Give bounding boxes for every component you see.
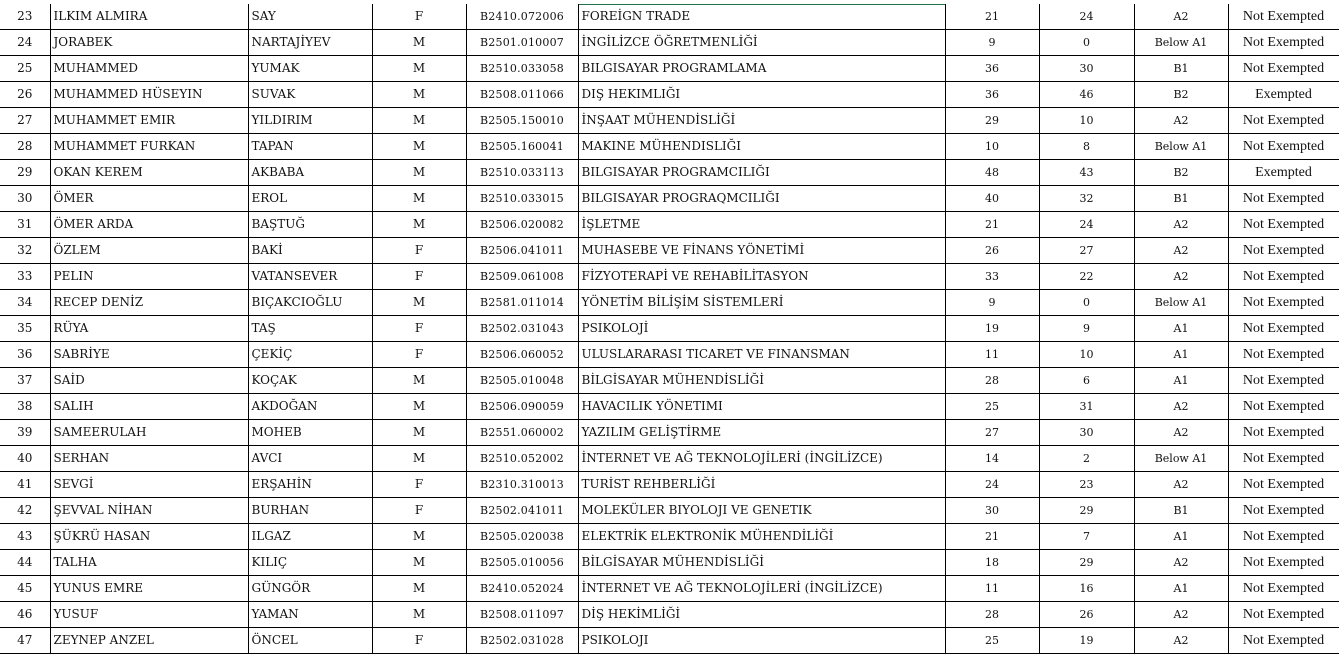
row-number-cell[interactable]: 25 (0, 56, 50, 82)
table-row (0, 342, 1339, 368)
last-name-cell[interactable]: TAŞ (248, 316, 372, 342)
score-1-cell[interactable]: 27 (945, 420, 1039, 446)
score-1-cell[interactable]: 21 (945, 212, 1039, 238)
score-2-cell[interactable]: 22 (1039, 264, 1134, 290)
gender-cell[interactable]: F (372, 342, 466, 368)
student-id-cell[interactable]: B2501.010007 (466, 30, 578, 56)
row-number-cell[interactable]: 42 (0, 498, 50, 524)
status-cell[interactable]: Not Exempted (1228, 602, 1339, 628)
first-name-cell[interactable]: TALHA (50, 550, 248, 576)
student-id-cell[interactable]: B2506.020082 (466, 212, 578, 238)
first-name-cell[interactable]: SAMEERULAH (50, 420, 248, 446)
department-cell[interactable]: YÖNETİM BİLİŞİM SİSTEMLERİ (578, 290, 945, 316)
student-id-cell[interactable]: B2510.052002 (466, 446, 578, 472)
department-cell[interactable]: İNGİLİZCE ÖĞRETMENLİĞİ (578, 30, 945, 56)
row-number-cell[interactable]: 33 (0, 264, 50, 290)
row-number-cell[interactable]: 40 (0, 446, 50, 472)
table-row (0, 550, 1339, 576)
level-cell[interactable]: A2 (1134, 212, 1228, 238)
student-id-cell[interactable]: B2502.031043 (466, 316, 578, 342)
score-2-cell[interactable]: 31 (1039, 394, 1134, 420)
row-number-cell[interactable]: 32 (0, 238, 50, 264)
score-2-cell[interactable]: 32 (1039, 186, 1134, 212)
status-cell[interactable]: Not Exempted (1228, 394, 1339, 420)
score-1-cell[interactable]: 29 (945, 108, 1039, 134)
row-number-cell[interactable]: 47 (0, 628, 50, 654)
student-id-cell[interactable]: B2505.160041 (466, 134, 578, 160)
first-name-cell[interactable]: ŞEVVAL NİHAN (50, 498, 248, 524)
status-cell[interactable]: Exempted (1228, 160, 1339, 186)
student-id-cell[interactable]: B2506.090059 (466, 394, 578, 420)
row-number-cell[interactable]: 41 (0, 472, 50, 498)
row-number-cell[interactable]: 27 (0, 108, 50, 134)
score-2-cell[interactable]: 0 (1039, 30, 1134, 56)
score-2-cell[interactable]: 46 (1039, 82, 1134, 108)
first-name-cell[interactable]: YUSUF (50, 602, 248, 628)
row-number-cell[interactable]: 34 (0, 290, 50, 316)
level-cell[interactable]: A2 (1134, 602, 1228, 628)
student-id-cell[interactable]: B2505.010048 (466, 368, 578, 394)
row-number-cell[interactable]: 39 (0, 420, 50, 446)
table-row (0, 576, 1339, 602)
table-row (0, 160, 1339, 186)
row-number-cell[interactable]: 31 (0, 212, 50, 238)
status-cell[interactable]: Not Exempted (1228, 472, 1339, 498)
score-2-cell[interactable]: 16 (1039, 576, 1134, 602)
first-name-cell[interactable]: JORABEK (50, 30, 248, 56)
last-name-cell[interactable]: YUMAK (248, 56, 372, 82)
last-name-cell[interactable]: NARTAJİYEV (248, 30, 372, 56)
last-name-cell[interactable]: YAMAN (248, 602, 372, 628)
last-name-cell[interactable]: SAY (248, 4, 372, 30)
first-name-cell[interactable]: ÖZLEM (50, 238, 248, 264)
department-cell[interactable]: PSIKOLOJİ (578, 316, 945, 342)
row-number-cell[interactable]: 28 (0, 134, 50, 160)
student-id-cell[interactable]: B2510.033015 (466, 186, 578, 212)
gender-cell[interactable]: M (372, 394, 466, 420)
gender-cell[interactable]: F (372, 4, 466, 30)
gender-cell[interactable]: M (372, 446, 466, 472)
last-name-cell[interactable]: YILDIRIM (248, 108, 372, 134)
status-cell[interactable]: Not Exempted (1228, 186, 1339, 212)
row-number-cell[interactable]: 30 (0, 186, 50, 212)
level-cell[interactable]: B2 (1134, 82, 1228, 108)
student-id-cell[interactable]: B2508.011097 (466, 602, 578, 628)
table-row (0, 602, 1339, 628)
first-name-cell[interactable]: ZEYNEP ANZEL (50, 628, 248, 654)
first-name-cell[interactable]: MUHAMMED HÜSEYIN (50, 82, 248, 108)
department-cell[interactable]: İNŞAAT MÜHENDİSLİĞİ (578, 108, 945, 134)
score-2-cell[interactable]: 26 (1039, 602, 1134, 628)
gender-cell[interactable]: M (372, 186, 466, 212)
score-2-cell[interactable]: 8 (1039, 134, 1134, 160)
table-row (0, 472, 1339, 498)
first-name-cell[interactable]: RECEP DENİZ (50, 290, 248, 316)
status-cell[interactable]: Not Exempted (1228, 290, 1339, 316)
table-row (0, 498, 1339, 524)
last-name-cell[interactable]: KOÇAK (248, 368, 372, 394)
status-cell[interactable]: Not Exempted (1228, 212, 1339, 238)
status-cell[interactable]: Not Exempted (1228, 108, 1339, 134)
gender-cell[interactable]: M (372, 550, 466, 576)
student-id-cell[interactable]: B2551.060002 (466, 420, 578, 446)
status-cell[interactable]: Not Exempted (1228, 238, 1339, 264)
first-name-cell[interactable]: SALIH (50, 394, 248, 420)
table-row (0, 56, 1339, 82)
row-number-cell[interactable]: 29 (0, 160, 50, 186)
row-number-cell[interactable]: 26 (0, 82, 50, 108)
last-name-cell[interactable]: ILGAZ (248, 524, 372, 550)
level-cell[interactable]: A2 (1134, 628, 1228, 654)
table-row (0, 134, 1339, 160)
status-cell[interactable]: Not Exempted (1228, 628, 1339, 654)
level-cell[interactable]: A1 (1134, 368, 1228, 394)
score-2-cell[interactable]: 29 (1039, 498, 1134, 524)
department-cell[interactable]: YAZILIM GELİŞTİRME (578, 420, 945, 446)
first-name-cell[interactable]: PELIN (50, 264, 248, 290)
score-2-cell[interactable]: 43 (1039, 160, 1134, 186)
gender-cell[interactable]: M (372, 602, 466, 628)
last-name-cell[interactable]: ERŞAHİN (248, 472, 372, 498)
table-row (0, 316, 1339, 342)
student-id-cell[interactable]: B2506.060052 (466, 342, 578, 368)
level-cell[interactable]: A2 (1134, 394, 1228, 420)
status-cell[interactable]: Not Exempted (1228, 576, 1339, 602)
first-name-cell[interactable]: ÖMER (50, 186, 248, 212)
department-cell[interactable]: PSIKOLOJI (578, 628, 945, 654)
last-name-cell[interactable]: AKDOĞAN (248, 394, 372, 420)
row-number-cell[interactable]: 46 (0, 602, 50, 628)
table-row (0, 420, 1339, 446)
first-name-cell[interactable]: MUHAMMET FURKAN (50, 134, 248, 160)
table-row (0, 264, 1339, 290)
table-row (0, 30, 1339, 56)
level-cell[interactable]: Below A1 (1134, 134, 1228, 160)
department-cell[interactable]: TURİST REHBERLİĞİ (578, 472, 945, 498)
score-1-cell[interactable]: 28 (945, 602, 1039, 628)
score-1-cell[interactable]: 25 (945, 628, 1039, 654)
level-cell[interactable]: A2 (1134, 264, 1228, 290)
last-name-cell[interactable]: GÜNGÖR (248, 576, 372, 602)
department-cell[interactable]: BILGISAYAR PROGRAMLAMA (578, 56, 945, 82)
status-cell[interactable]: Not Exempted (1228, 56, 1339, 82)
first-name-cell[interactable]: YUNUS EMRE (50, 576, 248, 602)
gender-cell[interactable]: M (372, 108, 466, 134)
row-number-cell[interactable]: 35 (0, 316, 50, 342)
score-2-cell[interactable]: 10 (1039, 108, 1134, 134)
row-number-cell[interactable]: 24 (0, 30, 50, 56)
department-cell[interactable]: MOLEKÜLER BIYOLOJI VE GENETIK (578, 498, 945, 524)
student-id-cell[interactable]: B2410.072006 (466, 4, 578, 30)
score-2-cell[interactable]: 2 (1039, 446, 1134, 472)
status-cell[interactable]: Not Exempted (1228, 264, 1339, 290)
level-cell[interactable]: A2 (1134, 550, 1228, 576)
table-row (0, 446, 1339, 472)
first-name-cell[interactable]: SEVGİ (50, 472, 248, 498)
score-1-cell[interactable]: 10 (945, 134, 1039, 160)
gender-cell[interactable]: F (372, 264, 466, 290)
department-cell[interactable]: İNTERNET VE AĞ TEKNOLOJİLERİ (İNGİLİZCE) (578, 576, 945, 602)
table-row (0, 238, 1339, 264)
table-row (0, 212, 1339, 238)
first-name-cell[interactable]: MUHAMMED (50, 56, 248, 82)
table-row (0, 186, 1339, 212)
score-1-cell[interactable]: 36 (945, 82, 1039, 108)
gender-cell[interactable]: M (372, 134, 466, 160)
results-table (0, 4, 1339, 654)
score-1-cell[interactable]: 9 (945, 290, 1039, 316)
score-2-cell[interactable]: 7 (1039, 524, 1134, 550)
last-name-cell[interactable]: KILIÇ (248, 550, 372, 576)
score-2-cell[interactable]: 19 (1039, 628, 1134, 654)
score-1-cell[interactable]: 9 (945, 30, 1039, 56)
student-id-cell[interactable]: B2510.033113 (466, 160, 578, 186)
level-cell[interactable]: A2 (1134, 472, 1228, 498)
last-name-cell[interactable]: TAPAN (248, 134, 372, 160)
score-1-cell[interactable]: 36 (945, 56, 1039, 82)
status-cell[interactable]: Exempted (1228, 82, 1339, 108)
status-cell[interactable]: Not Exempted (1228, 420, 1339, 446)
department-cell[interactable]: BILGISAYAR PROGRAQMCILIĞI (578, 186, 945, 212)
first-name-cell[interactable]: SAİD (50, 368, 248, 394)
level-cell[interactable]: B1 (1134, 56, 1228, 82)
last-name-cell[interactable]: BURHAN (248, 498, 372, 524)
table-row (0, 628, 1339, 654)
score-2-cell[interactable]: 29 (1039, 550, 1134, 576)
score-1-cell[interactable]: 11 (945, 576, 1039, 602)
department-cell[interactable]: ELEKTRİK ELEKTRONİK MÜHENDİLİĞİ (578, 524, 945, 550)
department-cell[interactable]: BİLGİSAYAR MÜHENDİSLİĞİ (578, 550, 945, 576)
score-1-cell[interactable]: 33 (945, 264, 1039, 290)
row-number-cell[interactable]: 37 (0, 368, 50, 394)
student-id-cell[interactable]: B2310.310013 (466, 472, 578, 498)
first-name-cell[interactable]: MUHAMMET EMIR (50, 108, 248, 134)
last-name-cell[interactable]: SUVAK (248, 82, 372, 108)
level-cell[interactable]: Below A1 (1134, 290, 1228, 316)
score-1-cell[interactable]: 14 (945, 446, 1039, 472)
row-number-cell[interactable]: 44 (0, 550, 50, 576)
gender-cell[interactable]: F (372, 316, 466, 342)
department-cell[interactable]: MUHASEBE VE FİNANS YÖNETİMİ (578, 238, 945, 264)
gender-cell[interactable]: M (372, 212, 466, 238)
table-row (0, 368, 1339, 394)
department-cell[interactable]: BILGISAYAR PROGRAMCILIĞI (578, 160, 945, 186)
level-cell[interactable]: A1 (1134, 316, 1228, 342)
department-cell[interactable]: BİLGİSAYAR MÜHENDİSLİĞİ (578, 368, 945, 394)
gender-cell[interactable]: F (372, 628, 466, 654)
student-id-cell[interactable]: B2505.150010 (466, 108, 578, 134)
status-cell[interactable]: Not Exempted (1228, 550, 1339, 576)
last-name-cell[interactable]: ÖNCEL (248, 628, 372, 654)
level-cell[interactable]: A1 (1134, 524, 1228, 550)
department-cell[interactable]: DİŞ HEKİMLİĞİ (578, 602, 945, 628)
row-number-cell[interactable]: 38 (0, 394, 50, 420)
gender-cell[interactable]: M (372, 56, 466, 82)
score-1-cell[interactable]: 24 (945, 472, 1039, 498)
score-1-cell[interactable]: 11 (945, 342, 1039, 368)
score-2-cell[interactable]: 30 (1039, 420, 1134, 446)
gender-cell[interactable]: M (372, 30, 466, 56)
department-cell[interactable]: FİZYOTERAPİ VE REHABİLİTASYON (578, 264, 945, 290)
last-name-cell[interactable]: MOHEB (248, 420, 372, 446)
gender-cell[interactable]: M (372, 368, 466, 394)
row-number-cell[interactable]: 45 (0, 576, 50, 602)
status-cell[interactable]: Not Exempted (1228, 498, 1339, 524)
department-cell[interactable]: ULUSLARARASI TICARET VE FINANSMAN (578, 342, 945, 368)
student-id-cell[interactable]: B2581.011014 (466, 290, 578, 316)
table-row (0, 82, 1339, 108)
status-cell[interactable]: Not Exempted (1228, 524, 1339, 550)
score-2-cell[interactable]: 24 (1039, 4, 1134, 30)
student-id-cell[interactable]: B2502.041011 (466, 498, 578, 524)
department-cell[interactable]: HAVACILIK YÖNETIMI (578, 394, 945, 420)
student-id-cell[interactable]: B2410.052024 (466, 576, 578, 602)
status-cell[interactable]: Not Exempted (1228, 368, 1339, 394)
last-name-cell[interactable]: AVCI (248, 446, 372, 472)
last-name-cell[interactable]: BIÇAKCIOĞLU (248, 290, 372, 316)
first-name-cell[interactable]: ÖMER ARDA (50, 212, 248, 238)
student-id-cell[interactable]: B2508.011066 (466, 82, 578, 108)
score-1-cell[interactable]: 30 (945, 498, 1039, 524)
department-cell[interactable]: FOREİGN TRADE (578, 4, 945, 30)
first-name-cell[interactable]: SERHAN (50, 446, 248, 472)
score-2-cell[interactable]: 27 (1039, 238, 1134, 264)
score-1-cell[interactable]: 40 (945, 186, 1039, 212)
status-cell[interactable]: Not Exempted (1228, 342, 1339, 368)
department-cell[interactable]: İŞLETME (578, 212, 945, 238)
student-id-cell[interactable]: B2510.033058 (466, 56, 578, 82)
score-1-cell[interactable]: 28 (945, 368, 1039, 394)
score-1-cell[interactable]: 25 (945, 394, 1039, 420)
table-row (0, 524, 1339, 550)
table-row (0, 394, 1339, 420)
student-id-cell[interactable]: B2506.041011 (466, 238, 578, 264)
first-name-cell[interactable]: ILKIM ALMIRA (50, 4, 248, 30)
gender-cell[interactable]: F (372, 238, 466, 264)
last-name-cell[interactable]: BAŞTUĞ (248, 212, 372, 238)
score-1-cell[interactable]: 21 (945, 524, 1039, 550)
status-cell[interactable]: Not Exempted (1228, 4, 1339, 30)
department-cell[interactable]: MAKINE MÜHENDISLIĞI (578, 134, 945, 160)
table-row (0, 290, 1339, 316)
first-name-cell[interactable]: ŞÜKRÜ HASAN (50, 524, 248, 550)
status-cell[interactable]: Not Exempted (1228, 316, 1339, 342)
table-row (0, 4, 1339, 30)
score-2-cell[interactable]: 10 (1039, 342, 1134, 368)
level-cell[interactable]: B1 (1134, 186, 1228, 212)
department-cell[interactable]: İNTERNET VE AĞ TEKNOLOJİLERİ (İNGİLİZCE) (578, 446, 945, 472)
last-name-cell[interactable]: AKBABA (248, 160, 372, 186)
student-id-cell[interactable]: B2502.031028 (466, 628, 578, 654)
last-name-cell[interactable]: ÇEKİÇ (248, 342, 372, 368)
gender-cell[interactable]: F (372, 498, 466, 524)
row-number-cell[interactable]: 43 (0, 524, 50, 550)
department-cell[interactable]: DIŞ HEKIMLIĞI (578, 82, 945, 108)
gender-cell[interactable]: M (372, 576, 466, 602)
score-2-cell[interactable]: 24 (1039, 212, 1134, 238)
level-cell[interactable]: A2 (1134, 238, 1228, 264)
last-name-cell[interactable]: BAKİ (248, 238, 372, 264)
score-1-cell[interactable]: 48 (945, 160, 1039, 186)
score-2-cell[interactable]: 6 (1039, 368, 1134, 394)
level-cell[interactable]: A2 (1134, 420, 1228, 446)
student-id-cell[interactable]: B2505.010056 (466, 550, 578, 576)
spreadsheet-sheet (0, 4, 1339, 654)
level-cell[interactable]: Below A1 (1134, 446, 1228, 472)
student-id-cell[interactable]: B2505.020038 (466, 524, 578, 550)
score-2-cell[interactable]: 9 (1039, 316, 1134, 342)
level-cell[interactable]: A1 (1134, 576, 1228, 602)
level-cell[interactable]: Below A1 (1134, 30, 1228, 56)
gender-cell[interactable]: M (372, 524, 466, 550)
last-name-cell[interactable]: EROL (248, 186, 372, 212)
first-name-cell[interactable]: OKAN KEREM (50, 160, 248, 186)
score-1-cell[interactable]: 18 (945, 550, 1039, 576)
score-2-cell[interactable]: 23 (1039, 472, 1134, 498)
gender-cell[interactable]: F (372, 472, 466, 498)
row-number-cell[interactable]: 23 (0, 4, 50, 30)
level-cell[interactable]: A2 (1134, 108, 1228, 134)
table-body (0, 4, 1339, 654)
status-cell[interactable]: Not Exempted (1228, 446, 1339, 472)
status-cell[interactable]: Not Exempted (1228, 30, 1339, 56)
first-name-cell[interactable]: SABRİYE (50, 342, 248, 368)
score-1-cell[interactable]: 21 (945, 4, 1039, 30)
score-2-cell[interactable]: 30 (1039, 56, 1134, 82)
score-1-cell[interactable]: 19 (945, 316, 1039, 342)
status-cell[interactable]: Not Exempted (1228, 134, 1339, 160)
student-id-cell[interactable]: B2509.061008 (466, 264, 578, 290)
row-number-cell[interactable]: 36 (0, 342, 50, 368)
score-1-cell[interactable]: 26 (945, 238, 1039, 264)
score-2-cell[interactable]: 0 (1039, 290, 1134, 316)
first-name-cell[interactable]: RÜYA (50, 316, 248, 342)
last-name-cell[interactable]: VATANSEVER (248, 264, 372, 290)
level-cell[interactable]: A2 (1134, 4, 1228, 30)
level-cell[interactable]: B1 (1134, 498, 1228, 524)
gender-cell[interactable]: M (372, 290, 466, 316)
level-cell[interactable]: A1 (1134, 342, 1228, 368)
gender-cell[interactable]: M (372, 82, 466, 108)
level-cell[interactable]: B2 (1134, 160, 1228, 186)
gender-cell[interactable]: M (372, 160, 466, 186)
gender-cell[interactable]: M (372, 420, 466, 446)
table-row (0, 108, 1339, 134)
